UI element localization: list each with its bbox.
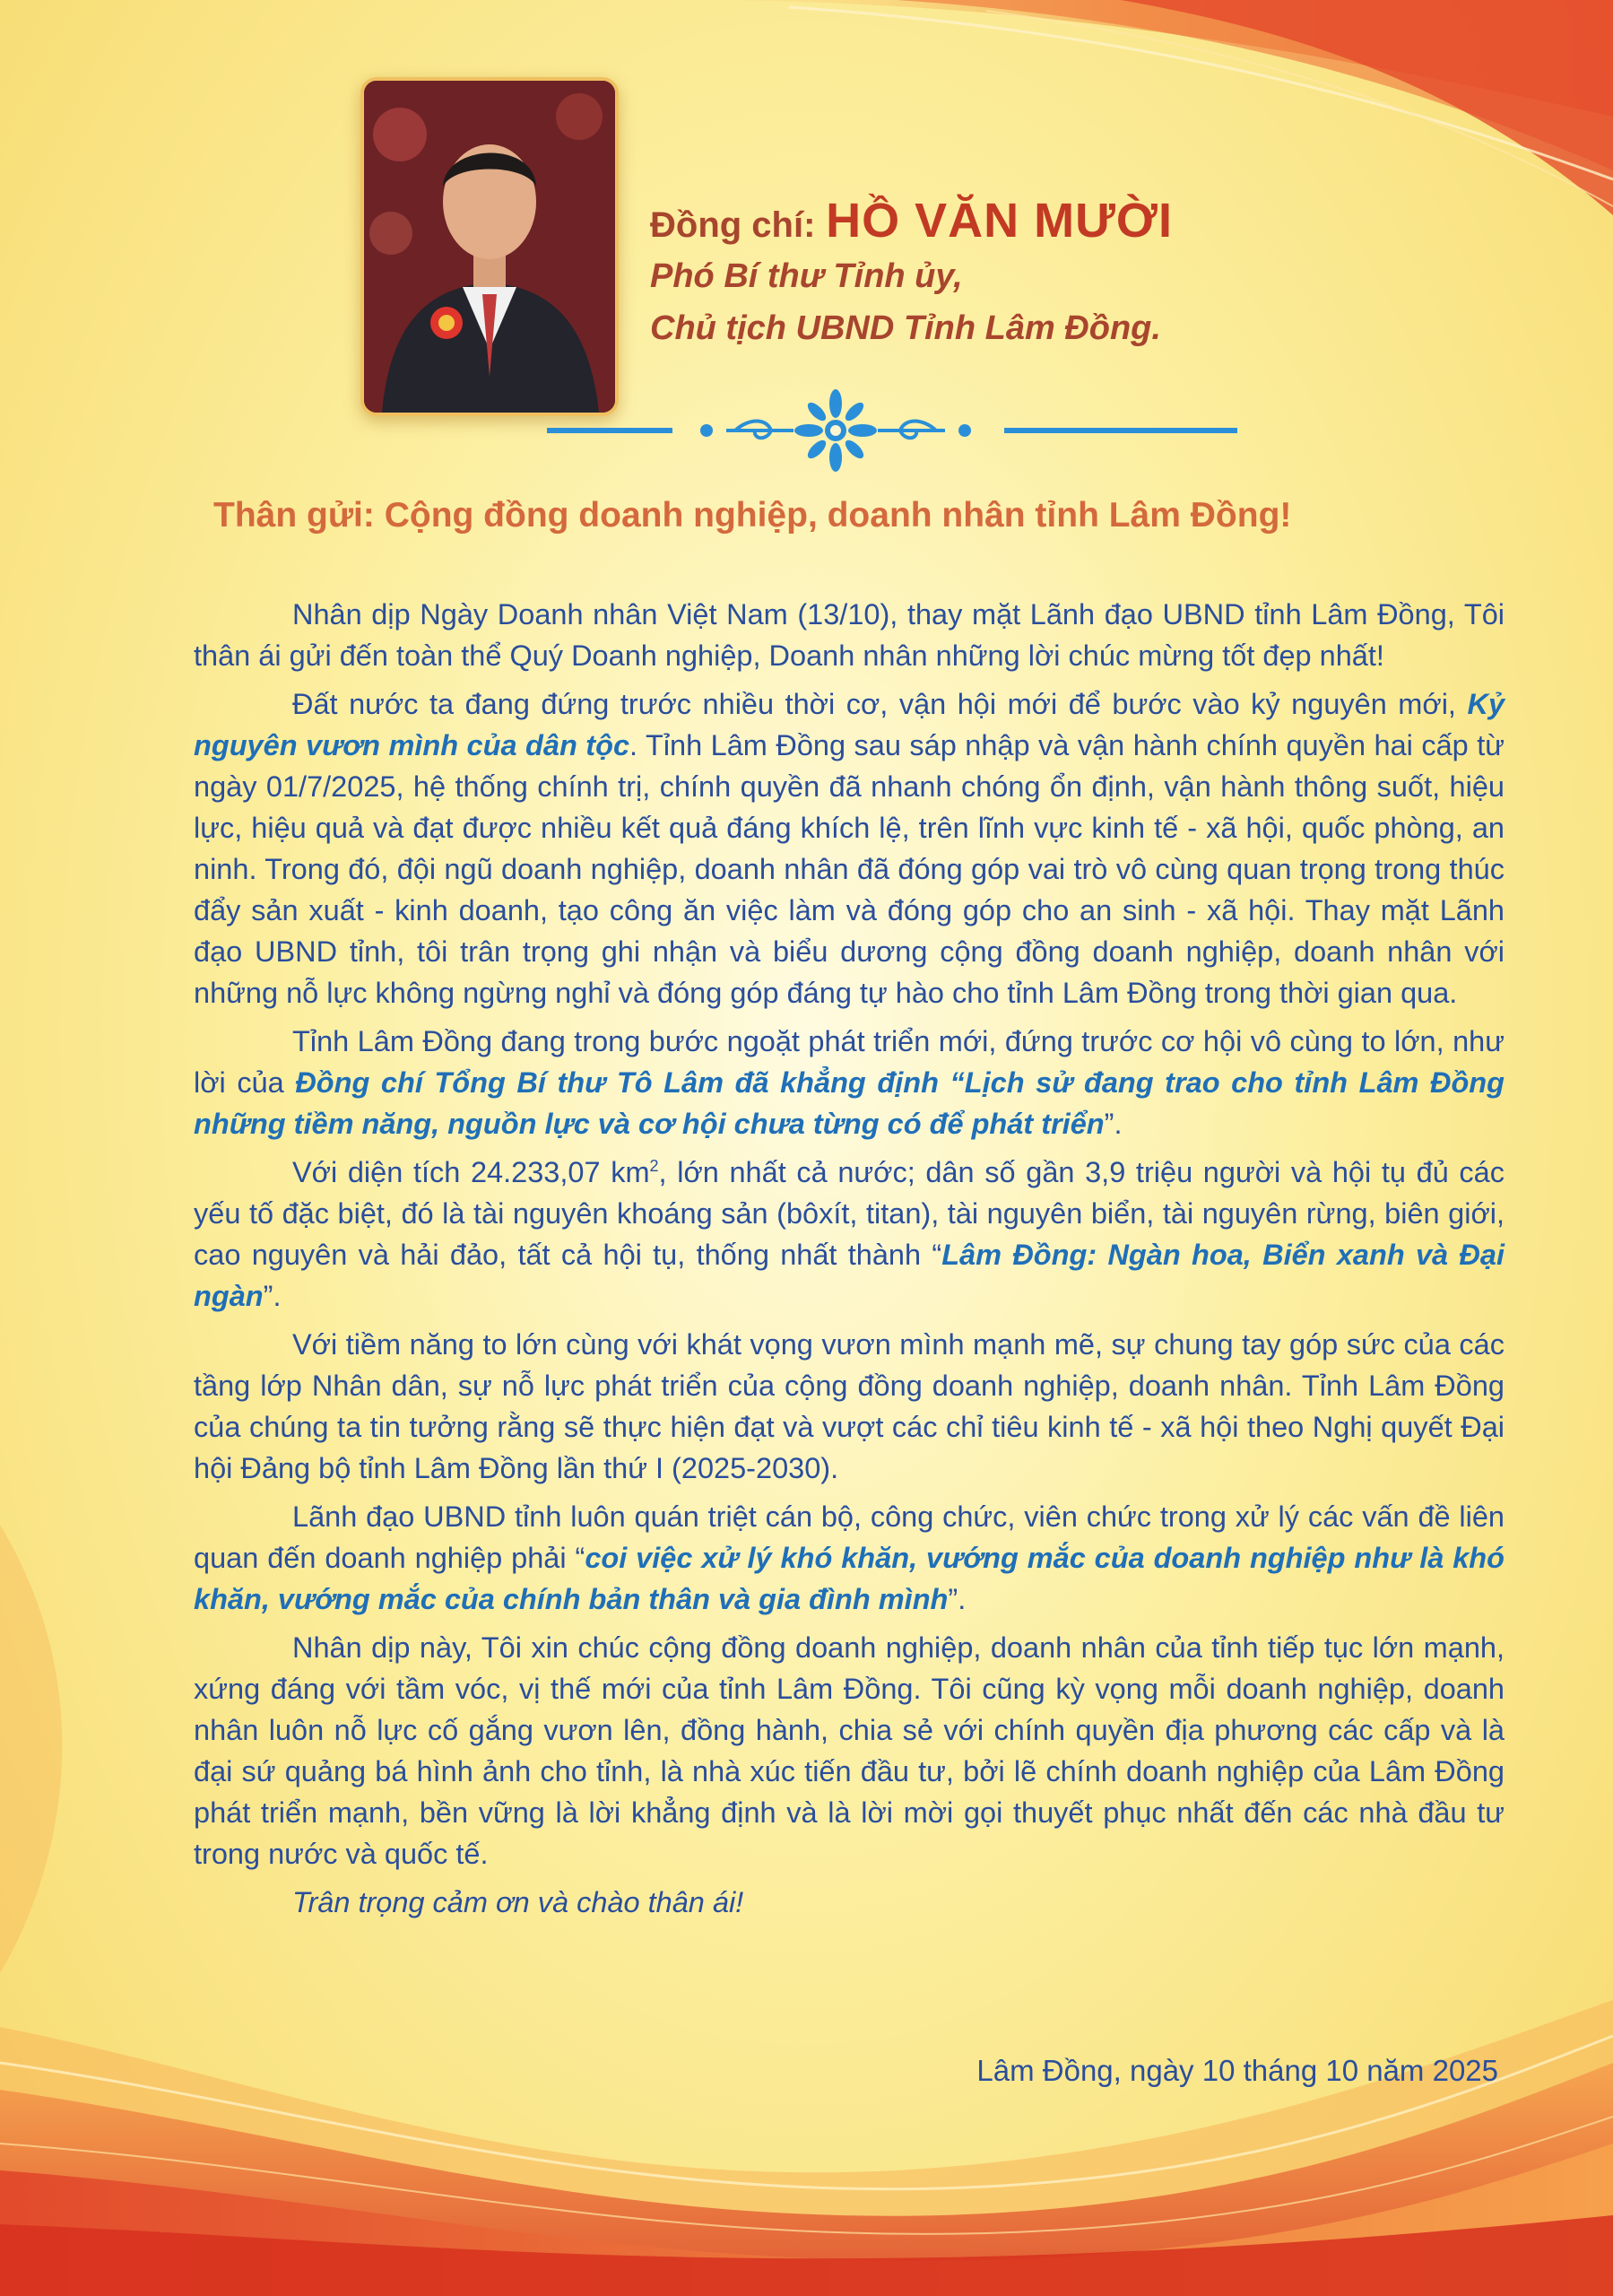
paragraph-2-text-b: . Tỉnh Lâm Đồng sau sáp nhập và vận hành chính quyền hai cấp từ ngày 01/7/2025, hệ thống chính trị, chính quyền đã nhanh chóng ổn định, vận hành thông suốt, hiệu lực, hiệu quả và đạt được nhiều kết quả đáng khích lệ, trên lĩnh vực kinh tế - xã hội, quốc phòng, an ninh. Trong đó, đội ngũ doanh nghiệp, doanh nhân đã đóng góp vai trò vô cùng quan trọng trong thúc đẩy sản xuất - kinh doanh, tạo công ăn việc làm và đóng góp cho an sinh - xã hội. Thay mặt Lãnh đạo UBND tỉnh, tôi trân trọng ghi nhận và biểu dương cộng đồng doanh nghiệp, doanh nhân với những nỗ lực không ngừng nghỉ và đóng góp đáng tự hào cho tỉnh Lâm Đồng trong thời gian qua. — [194, 729, 1505, 1009]
paragraph-6-emphasis: coi việc xử lý khó khăn, vướng mắc của doanh nghiệp như là khó khăn, vướng mắc của chính bản thân và gia đình mình — [194, 1542, 1505, 1615]
letter-greeting: Thân gửi: Cộng đồng doanh nghiệp, doanh nhân tỉnh Lâm Đồng! — [213, 496, 1292, 535]
paragraph-6 — [194, 1496, 1505, 1620]
paragraph-7: Nhân dịp này, Tôi xin chúc cộng đồng doanh nghiệp, doanh nhân của tỉnh tiếp tục lớn mạnh, xứng đáng với tầm vóc, vị thế mới của tỉnh Lâm Đồng. Tôi cũng kỳ vọng mỗi doanh nghiệp, doanh nhân luôn nỗ lực cố gắng vươn lên, đồng hành, chia sẻ với chính quyền địa phương các cấp và là đại sứ quảng bá hình ảnh cho tỉnh, là nhà xúc tiến đầu tư, bởi lẽ chính doanh nghiệp của Lâm Đồng phát triển mạnh, bền vững là lời khẳng định và là lời mời gọi thuyết phục nhất đến các nhà đầu tư trong nước và quốc tế. — [194, 1631, 1505, 1870]
paragraph-4-emphasis: Lâm Đồng: Ngàn hoa, Biển xanh và Đại ngàn — [194, 1239, 1505, 1312]
dateline: Lâm Đồng, ngày 10 tháng 10 năm 2025 — [976, 2054, 1498, 2087]
paragraph-4 — [194, 1152, 1505, 1317]
paragraph-5: Với tiềm năng to lớn cùng với khát vọng vươn mình mạnh mẽ, sự chung tay góp sức của các tầng lớp Nhân dân, sự nỗ lực phát triển của cộng đồng doanh nghiệp, doanh nhân. Tỉnh Lâm Đồng của chúng ta tin tưởng rằng sẽ thực hiện đạt và vượt các chỉ tiêu kinh tế - xã hội theo Nghị quyết Đại hội Đảng bộ tỉnh Lâm Đồng lần thứ I (2025-2030). — [194, 1328, 1505, 1484]
portrait-photo — [360, 77, 619, 416]
name-prefix: Đồng chí: — [650, 205, 816, 245]
paragraph-3-emphasis: Đồng chí Tổng Bí thư Tô Lâm đã khẳng định “Lịch sử đang trao cho tỉnh Lâm Đồng những tiềm năng, nguồn lực và cơ hội chưa từng có để phát triển — [194, 1066, 1505, 1140]
paragraph-3 — [194, 1021, 1505, 1144]
paragraph-6-text-a: Lãnh đạo UBND tỉnh luôn quán triệt cán bộ, công chức, viên chức trong xử lý các vấn đề liên quan đến doanh nghiệp phải “ — [194, 1500, 1505, 1574]
paragraph-2-text-a: Đất nước ta đang đứng trước nhiều thời cơ, vận hội mới để bước vào kỷ nguyên mới, — [292, 688, 1456, 720]
paragraph-4-text-c: ”. — [263, 1280, 282, 1312]
paragraph-4-text-b: , lớn nhất cả nước; dân số gần 3,9 triệu người và hội tụ đủ các yếu tố đặc biệt, đó là tài nguyên khoáng sản (bôxít, titan), tài nguyên biển, tài nguyên rừng, biên giới, cao nguyên và hải đảo, tất cả hội tụ, thống nhất thành “ — [194, 1156, 1505, 1271]
paragraph-3-text-a: Tỉnh Lâm Đồng đang trong bước ngoặt phát triển mới, đứng trước cơ hội vô cùng to lớn, như lời của — [194, 1025, 1505, 1099]
paragraph-6-text-b: ”. — [948, 1583, 967, 1615]
person-name: HỒ VĂN MƯỜI — [826, 194, 1173, 248]
header-block — [650, 196, 1173, 354]
paragraph-2-emphasis: Kỷ nguyên vươn mình của dân tộc — [194, 688, 1505, 761]
position-title-2: Chủ tịch UBND Tỉnh Lâm Đồng. — [650, 309, 1161, 347]
paragraph-3-text-b: ”. — [1104, 1108, 1123, 1140]
position-title-1: Phó Bí thư Tỉnh ủy, — [650, 257, 963, 295]
paragraph-4-text-a: Với diện tích 24.233,07 km — [292, 1156, 650, 1188]
letter-body — [194, 594, 1505, 1930]
area-unit-superscript: 2 — [649, 1157, 659, 1176]
paragraph-2 — [194, 683, 1505, 1013]
ornament-divider — [547, 386, 1237, 475]
header-name-line — [650, 196, 1173, 250]
closing-line: Trân trọng cảm ơn và chào thân ái! — [292, 1886, 744, 1918]
paragraph-1: Nhân dịp Ngày Doanh nhân Việt Nam (13/10), thay mặt Lãnh đạo UBND tỉnh Lâm Đồng, Tôi thân ái gửi đến toàn thể Quý Doanh nghiệp, Doanh nhân những lời chúc mừng tốt đẹp nhất! — [194, 598, 1505, 672]
